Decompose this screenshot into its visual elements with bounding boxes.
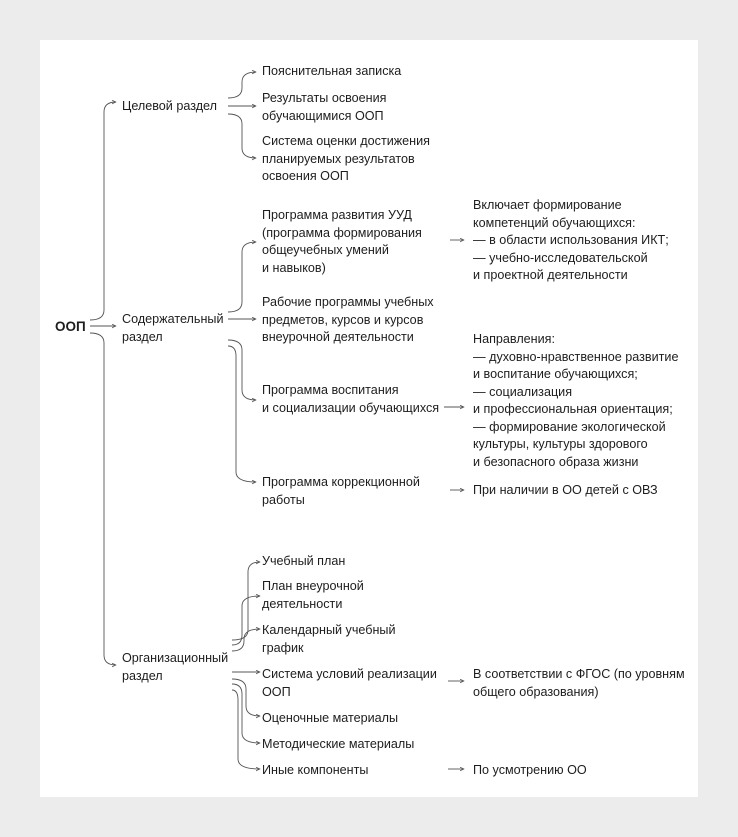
content-note-3: При наличии в ОО детей с ОВЗ [473, 483, 658, 497]
section-org: Организационный раздел [122, 651, 229, 683]
org-item-4: Система условий реализации ООП [262, 667, 437, 699]
org-link-2 [232, 596, 260, 645]
content-link-3 [228, 340, 256, 400]
org-item-1: Учебный план [262, 554, 346, 568]
org-note-1: В соответствии с ФГОС (по уровням общего образования) [473, 667, 685, 699]
content-note-2: Направления: — духовно-нравственное развитие и воспитание обучающихся; — социализация и профессиональная ориентация; — формирование экологической культуры, культуры здорового и безопасного образа жизни [473, 332, 679, 469]
diagram-card [40, 40, 698, 797]
root-to-target-curve [90, 102, 116, 320]
org-item-7: Иные компоненты [262, 763, 369, 777]
content-item-2: Рабочие программы учебных предметов, курсов и курсов внеурочной деятельности [262, 295, 434, 344]
target-link-3 [228, 114, 256, 158]
root-to-org-curve [90, 333, 116, 665]
content-item-1: Программа развития УУД (программа формирования общеучебных умений и навыков) [262, 208, 422, 275]
target-link-1 [228, 72, 256, 98]
org-item-3: Календарный учебный график [262, 623, 396, 655]
target-item-3: Система оценки достижения планируемых результатов освоения ООП [262, 134, 430, 183]
root-label: ООП [55, 319, 86, 334]
section-target: Целевой раздел [122, 99, 217, 113]
org-item-2: План внеурочной деятельности [262, 579, 364, 611]
org-link-1 [232, 562, 260, 640]
content-item-3: Программа воспитания и социализации обучающихся [262, 383, 440, 415]
org-item-6: Методические материалы [262, 737, 415, 751]
target-item-2: Результаты освоения обучающимися ООП [262, 91, 387, 123]
org-note-2: По усмотрению ОО [473, 763, 587, 777]
section-content: Содержательный раздел [122, 312, 224, 344]
content-link-1 [228, 242, 256, 312]
org-item-5: Оценочные материалы [262, 711, 399, 725]
content-item-4: Программа коррекционной работы [262, 475, 420, 507]
content-note-1: Включает формирование компетенций обучающихся: — в области использования ИКТ; — учебно-исследовательской и проектной деятельности [473, 198, 669, 282]
target-item-1: Пояснительная записка [262, 64, 402, 78]
